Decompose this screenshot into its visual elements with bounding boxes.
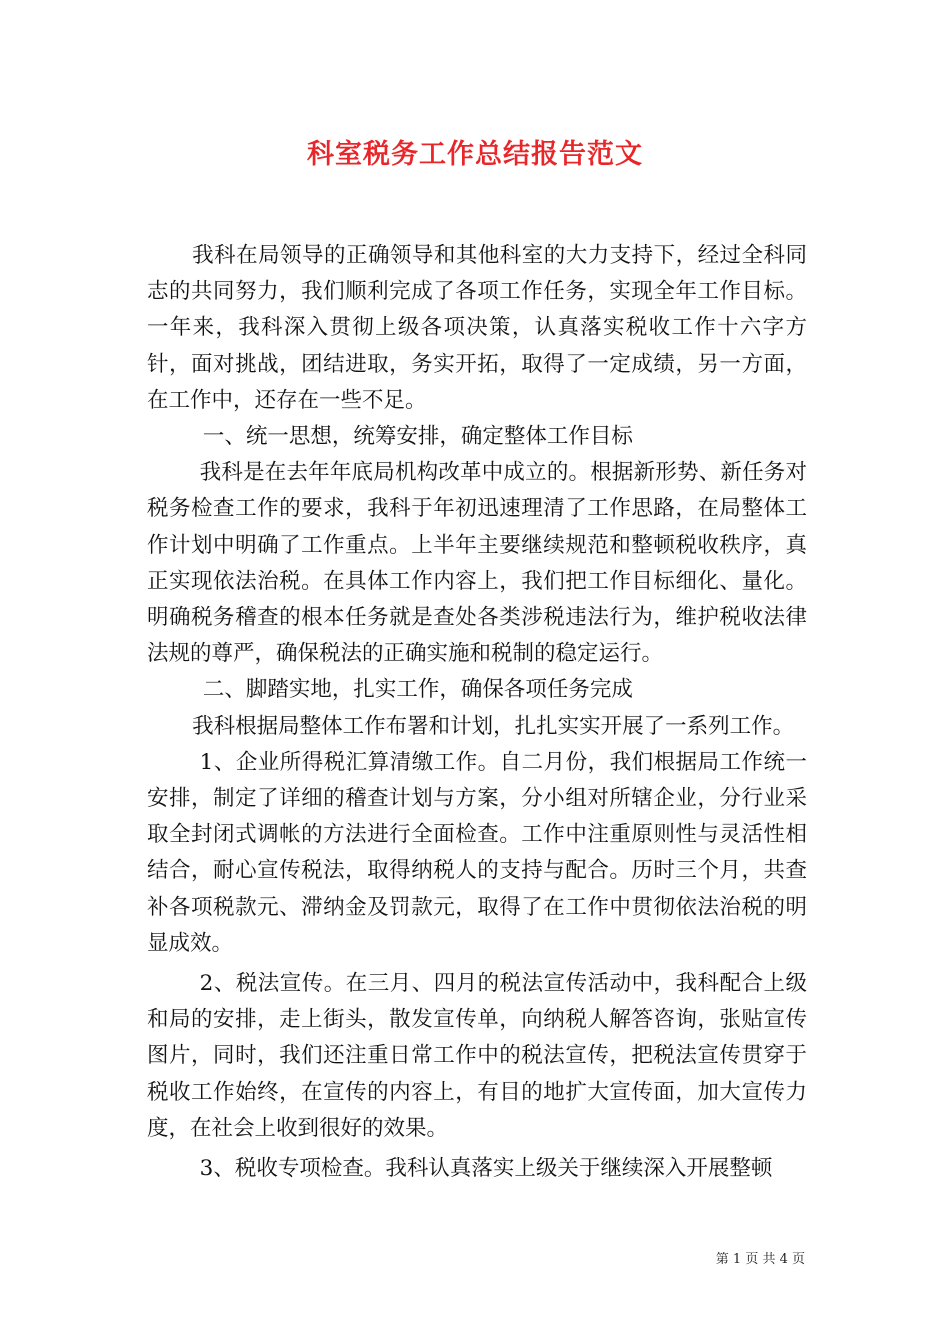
paragraph-intro: 我科在局领导的正确领导和其他科室的大力支持下，经过全科同志的共同努力，我们顺利完成了各项工作任务，实现全年工作目标。一年来，我科深入贯彻上级各项决策，认真落实税收工作十六字方针，面对挑战，团结进取，务实开拓，取得了一定成绩，另一方面，在工作中，还存在一些不足。 <box>147 243 807 413</box>
paragraph-section-2-intro: 我科根据局整体工作布署和计划，扎扎实实开展了一系列工作。 <box>192 713 795 739</box>
document-title: 科室税务工作总结报告范文 <box>307 139 643 170</box>
page-number: 第 1 页 共 4 页 <box>715 1252 805 1267</box>
section-heading-1: 一、统一思想，统筹安排，确定整体工作目标 <box>202 424 633 450</box>
paragraph-section-1: 我科是在去年年底局机构改革中成立的。根据新形势、新任务对税务检查工作的要求，我科于年初迅速理清了工作思路，在局整体工作计划中明确了工作重点。上半年主要继续规范和整顿税收秩序，真正实现依法治税。在具体工作内容上，我们把工作目标细化、量化。明确税务稽查的根本任务就是查处各类涉税违法行为，维护税收法律法规的尊严，确保税法的正确实施和税制的稳定运行。 <box>147 460 807 667</box>
paragraph-item-2: 2、税法宣传。在三月、四月的税法宣传活动中，我科配合上级和局的安排，走上街头，散发宣传单，向纳税人解答咨询，张贴宣传图片，同时，我们还注重日常工作中的税法宣传，把税法宣传贯穿于税收工作始终，在宣传的内容上，有目的地扩大宣传面，加大宣传力度，在社会上收到很好的效果。 <box>147 971 807 1141</box>
paragraph-item-1: 1、企业所得税汇算清缴工作。自二月份，我们根据局工作统一安排，制定了详细的稽查计划与方案，分小组对所辖企业，分行业采取全封闭式调帐的方法进行全面检查。工作中注重原则性与灵活性相结合，耐心宣传税法，取得纳税人的支持与配合。历时三个月，共查补各项税款元、滞纳金及罚款元，取得了在工作中贯彻依法治税的明显成效。 <box>147 749 807 956</box>
document-body <box>147 238 807 1187</box>
paragraph-item-3: 3、税收专项检查。我科认真落实上级关于继续深入开展整顿 <box>199 1156 773 1182</box>
section-heading-2: 二、脚踏实地，扎实工作，确保各项任务完成 <box>202 677 633 703</box>
